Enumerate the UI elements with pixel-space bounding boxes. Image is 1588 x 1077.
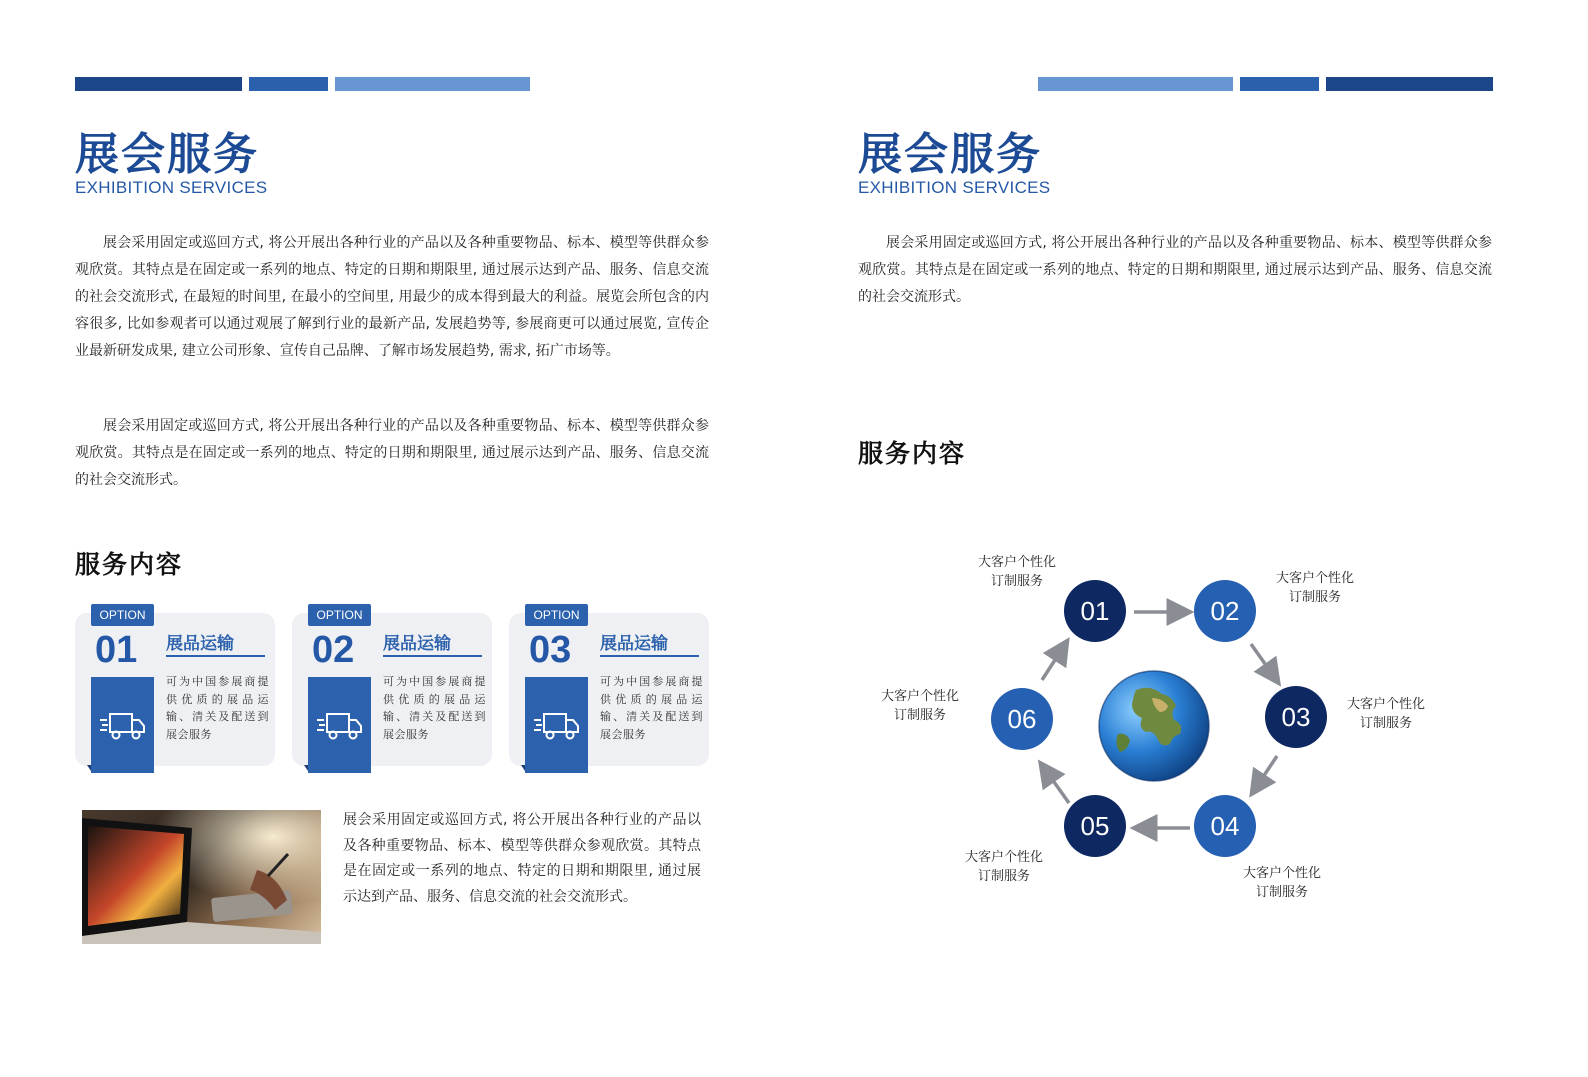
- bottom-paragraph: 展会采用固定或巡回方式, 将公开展出各种行业的产品以及各种重要物品、标本、模型等供群众参观欣赏。其特点是在固定或一系列的地点、特定的日期和期限里, 通过展示达到产品、服务、信息交流的社会交流形式。: [343, 812, 701, 905]
- cycle-label-line2: 订制服务: [1289, 590, 1342, 605]
- cycle-label-04: [1243, 864, 1321, 902]
- globe-image: [1096, 668, 1212, 784]
- option-description: 可为中国参展商提供优质的展品运输、清关及配送到展会服务: [600, 675, 703, 741]
- option-card-02: [292, 608, 492, 766]
- option-description: 可为中国参展商提供优质的展品运输、清关及配送到展会服务: [166, 675, 269, 741]
- cycle-node-03: 03: [1265, 686, 1327, 748]
- cycle-label-line2: 订制服务: [1360, 716, 1413, 731]
- cycle-label-line2: 订制服务: [991, 574, 1044, 589]
- right-page: [794, 0, 1588, 1077]
- cycle-label-line1: 大客户个性化: [1276, 571, 1355, 586]
- option-underline: [600, 655, 699, 657]
- cycle-label-line1: 大客户个性化: [965, 850, 1044, 865]
- option-title: 展品运输: [383, 634, 451, 654]
- option-number: 02: [312, 629, 355, 671]
- cycle-label-06: [881, 687, 959, 725]
- cycle-label-02: [1276, 569, 1354, 607]
- page-title: 展会服务: [75, 129, 259, 180]
- cycle-label-line2: 订制服务: [894, 708, 947, 723]
- option-tag: OPTION: [525, 604, 588, 626]
- intro-paragraph: 展会采用固定或巡回方式, 将公开展出各种行业的产品以及各种重要物品、标本、模型等供群众参观欣赏。其特点是在固定或一系列的地点、特定的日期和期限里, 通过展示达到产品、服务、信息交流的社会交流形式。: [858, 235, 1492, 305]
- option-title: 展品运输: [166, 634, 234, 654]
- cycle-node-05: 05: [1064, 795, 1126, 857]
- truck-icon: [525, 677, 588, 773]
- cycle-label-line2: 订制服务: [978, 869, 1031, 884]
- cycle-label-line1: 大客户个性化: [978, 555, 1057, 570]
- page-title: 展会服务: [858, 129, 1042, 180]
- option-description: 可为中国参展商提供优质的展品运输、清关及配送到展会服务: [383, 675, 486, 741]
- page-subtitle: EXHIBITION SERVICES: [75, 178, 268, 197]
- card-fold: [304, 765, 308, 771]
- cycle-label-line2: 订制服务: [1256, 885, 1309, 900]
- option-underline: [383, 655, 482, 657]
- cycle-arrows: [794, 0, 1588, 1077]
- option-card-01: [75, 608, 275, 766]
- cycle-node-06: 06: [991, 688, 1053, 750]
- option-tag: OPTION: [308, 604, 371, 626]
- page-subtitle: EXHIBITION SERVICES: [858, 178, 1051, 197]
- header-bar-mid: [249, 77, 328, 91]
- option-card-03: [509, 608, 709, 766]
- cycle-label-03: [1347, 695, 1425, 733]
- truck-icon: [308, 677, 371, 773]
- cycle-node-02: 02: [1194, 580, 1256, 642]
- section-title: 服务内容: [75, 550, 184, 579]
- intro-paragraph: 展会采用固定或巡回方式, 将公开展出各种行业的产品以及各种重要物品、标本、模型等供群众参观欣赏。其特点是在固定或一系列的地点、特定的日期和期限里, 通过展示达到产品、服务、信息交流的社会交流形式, 在最短的时间里, 在最小的空间里, 用最少的成本得到最大的利益。展览会所包含的内容很多, 比如参观者可以通过观展了解到行业的最新产品, 发展趋势等, 参展商更可以通过展览, 宣传企业最新研发成果, 建立公司形象、宣传自己品牌、了解市场发展趋势, 需求, 拓广市场等。: [75, 235, 709, 359]
- option-tag: OPTION: [91, 604, 154, 626]
- card-fold: [521, 765, 525, 771]
- truck-icon: [91, 677, 154, 773]
- card-fold: [87, 765, 91, 771]
- cycle-label-line1: 大客户个性化: [881, 689, 960, 704]
- laptop-photo: [82, 810, 321, 944]
- header-bar-dark: [75, 77, 242, 91]
- section-title: 服务内容: [858, 439, 967, 468]
- cycle-label-05: [965, 848, 1043, 886]
- option-title: 展品运输: [600, 634, 668, 654]
- option-number: 03: [529, 629, 572, 671]
- cycle-label-line1: 大客户个性化: [1243, 866, 1322, 881]
- option-number: 01: [95, 629, 138, 671]
- header-bar-light: [335, 77, 530, 91]
- cycle-node-01: 01: [1064, 580, 1126, 642]
- cycle-label-line1: 大客户个性化: [1347, 697, 1426, 712]
- cycle-label-01: [978, 553, 1056, 591]
- option-underline: [166, 655, 265, 657]
- cycle-node-04: 04: [1194, 795, 1256, 857]
- second-paragraph: 展会采用固定或巡回方式, 将公开展出各种行业的产品以及各种重要物品、标本、模型等供群众参观欣赏。其特点是在固定或一系列的地点、特定的日期和期限里, 通过展示达到产品、服务、信息交流的社会交流形式。: [75, 418, 709, 488]
